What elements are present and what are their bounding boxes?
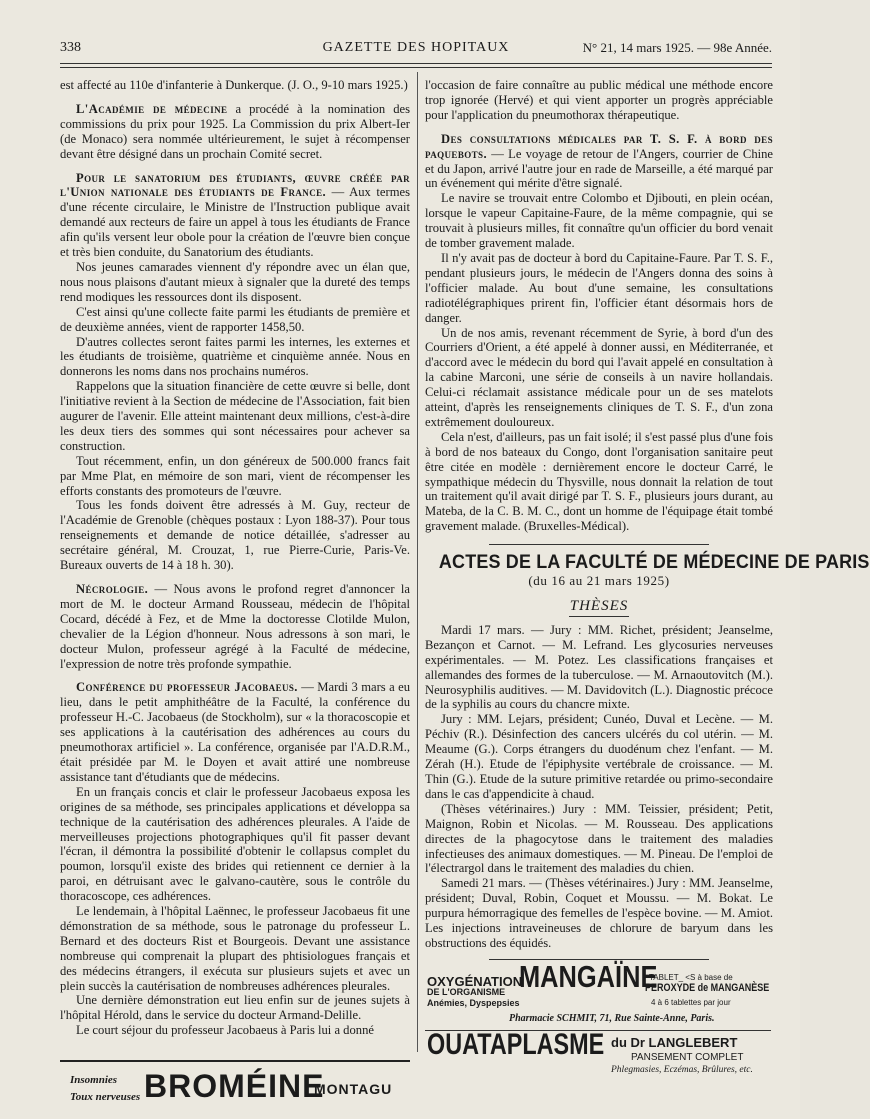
academie-heading: L'Académie de médecine [76, 101, 228, 116]
sanatorium-text: — Aux termes d'une récente circulaire, le Ministre de l'Instruction publique avait demandé aux recteurs de faire un appel à tous les étudiants de France afin qu'ils versent leur obole pour la création de l'œuvre bien conçue et très bien conduite, du Sanatorium des étudiants. [60, 185, 410, 260]
consultations-text: — Le voyage de retour de l'Angers, courrier de Chine et du Japon, arrivé l'autre jour en rade de Marseille, a été marqué par un événement qui mérite d'être signalé. [425, 146, 773, 191]
theses-paragraph-3: (Thèses vétérinaires.) Jury : MM. Teissier, président; Petit, Maignon, Robin et Nicolas. — M. Rousseau. Des applications directes de la phagocytose dans le traitement des maladies infectieuses des animaux domestiques. — M. Pineau. De l'emploi de l'électrargol dans le traitement des maladies du chien. [425, 801, 773, 876]
acts-subtitle: (du 16 au 21 mars 1925) [528, 573, 670, 589]
mangaine-brand: MANGAÏNE [519, 958, 658, 994]
ouataplasme-brand: OUATAPLASME [427, 1027, 605, 1061]
academie-text: a procédé à la nomination des commissions du prix pour 1925. La Commission du prix Albert-Ier (de Monaco) sera nommée ultérieurement, le sujet à récompenser devant être désigné dans un prochain Comité secret. [60, 101, 410, 161]
theses-paragraph-1: Mardi 17 mars. — Jury : MM. Richet, président; Jeanselme, Bezançon et Carnot. — M. Lefrand. Les glycosuries nerveuses expérimentales. — M. Potez. Les classifications françaises et allemandes des formes de la tuberculose. — M. Arnaoutovitch (M.). Neurosyphilis auditives. — M. Davidovitch (L.). Diagnostic précoce de la syphilis au cours du chancre mixte. [425, 622, 773, 712]
sanatorium-paragraph-4: D'autres collectes seront faites parmi les internes, les externes et les étudiants de troisième, quatrième et cinquième année. Nous en donnerons les noms dans nos prochains numéros. [60, 334, 410, 379]
section-divider [489, 544, 709, 545]
mangaine-peroxyde: PEROXYDE de MANGANÈSE [645, 981, 770, 994]
sanatorium-paragraph-2: Nos jeunes camarades viennent d'y répondre avec un élan que, nous nous plaisons d'autant mieux à signaler que la dureté des temps rend modiques les ressources dont ils disposent. [60, 259, 410, 304]
bromeine-brand: BROMÉINE [144, 1068, 325, 1104]
sanatorium-heading: Pour le sanatorium des étudiants, œuvre créée par l'Union nationale des étudiants de France. [60, 170, 410, 200]
consultations-paragraph-2: Le navire se trouvait entre Colombo et Djibouti, en plein océan, lorsque le vapeur Capitaine-Faure, de la même compagnie, qui se trouvait à plusieurs milles, fit connaître qu'un officier du bord venait de tomber gravement malade. [425, 191, 773, 251]
conference-paragraph [60, 680, 410, 784]
acts-block [425, 551, 870, 617]
sanatorium-paragraph-5: Rappelons que la situation financière de cette œuvre si belle, dont l'initiative revient à la Section de médecine de l'Association, fait bien augurer de l'avenir. Elle atteint maintenant deux millions, c'est-à-dire les deux tiers des sommes qui sont nécessaires pour achever sa construction. [60, 379, 410, 453]
consultations-heading: Des consultations médicales par T. S. F. à bord des paquebots. [425, 131, 773, 161]
academie-paragraph [60, 102, 410, 162]
conference-text: — Mardi 3 mars a eu lieu, dans le petit amphithéâtre de la Faculté, la conférence du professeur H.-C. Jacobaeus (de Stockholm), sur « la thoracoscopie et ses applications à la cautérisation des adhérences au cours du pneumothorax artificiel ». La conférence, organisée par l'A.D.R.M., était présidée par M. le Doyen et avait attiré une nombreuse assistance tant d'étudiants que de médecins. [60, 680, 411, 784]
conference-paragraph-5: Le court séjour du professeur Jacobaeus à Paris lui a donné [76, 1023, 374, 1038]
conference-paragraph-2: En un français concis et clair le professeur Jacobaeus exposa les origines de sa méthode, ses principales applications et développa sa technique de la cautérisation des adhérences pleurales. A l'aide de merveilleuses projections photographiques qu'il fit passer devant l'écran, il démontra la possibilité d'obtenir le collapsus complet du poumon, lorsqu'il existe des brides qui retiennent ce dernier à la paroi, en détruisant avec le galvano-cautère, sous le contrôle du thoracoscope, ces adhérences. [60, 784, 410, 904]
mangaine-dose: 4 à 6 tablettes par jour [651, 997, 731, 1007]
column-divider [417, 72, 418, 1052]
bromeine-toux: Toux nerveuses [70, 1091, 141, 1103]
advertisements [425, 958, 773, 1100]
necrologie-paragraph [60, 582, 410, 671]
mangaine-advertisement [427, 958, 771, 1028]
conference-heading: Conférence du professeur Jacobaeus. [76, 680, 298, 695]
mangaine-tablets: TABLET_ <S à base de [649, 972, 733, 982]
ouataplasme-indications: Phlegmasies, Eczémas, Brûlures, etc. [611, 1064, 753, 1075]
left-column [60, 78, 410, 1038]
necrologie-heading: Nécrologie. [76, 582, 149, 596]
mangaine-pharmacy: Pharmacie SCHMIT, 71, Rue Sainte-Anne, Paris. [509, 1012, 715, 1024]
consultations-paragraph [425, 132, 773, 192]
sanatorium-paragraph-7: Tous les fonds doivent être adressés à M. Guy, recteur de l'Académie de Grenoble (chèques postaux : Lyon 188-37). Pour tous renseignements et demande de notice détaillée, s'adresser au secrétaire général, M. Crouzat, 1, rue Pierre-Curie, Paris-Ve. Bureaux ouverts de 14 à 18 h. 30). [60, 498, 410, 573]
issue-info: N° 21, 14 mars 1925. — 98e Année. [582, 40, 772, 55]
conference-paragraph-4: Une dernière démonstration eut lieu enfin sur de jeunes sujets à l'hôpital Hérold, dans le service du docteur Armand-Delille. [60, 993, 410, 1023]
consultations-paragraph-3: Il n'y avait pas de docteur à bord du Capitaine-Faure. Par T. S. F., pendant plusieurs jours, le médecin de l'Angers donna des soins à l'officier malade. Au bout d'une semaine, les consultations radiotélégraphiques prirent fin, l'officier étant désormais hors de danger. [425, 250, 773, 325]
theses-rule [569, 616, 629, 617]
sanatorium-paragraph [60, 171, 410, 260]
header-rule [60, 63, 772, 64]
page-header [60, 40, 772, 62]
acts-title: ACTES DE LA FACULTÉ DE MÉDECINE DE PARIS [438, 551, 870, 574]
page-number: 338 [60, 40, 81, 55]
necrologie-text: — Nous avons le profond regret d'annoncer la mort de M. le docteur Armand Rousseau, médecin de l'hôpital Cocard, décédé à Fez, et de Mme la doctoresse Clotilde Mulon, chevalier de la Légion d'honneur. Nous adressons à son mari, le docteur Mulon, professeur agrégé à la Faculté de médecine, l'expression de notre très profonde sympathie. [60, 582, 410, 671]
theses-heading: THÈSES [569, 598, 629, 614]
mangaine-indications: Anémies, Dyspepsies [427, 997, 520, 1008]
conference-paragraph-3: Le lendemain, à l'hôpital Laënnec, le professeur Jacobaeus fit une démonstration de sa méthode, sous le patronage du professeur L. Bernard et des docteurs Rist et Bourgeois. Devant une assistance nombreuse qui comprenait la plupart des phtisiologues français et des médecins étrangers, il exécuta sur plusieurs sujets et avec un plein succès la cautérisation de nombreuses adhérences pleurales. [60, 904, 410, 993]
ouataplasme-advertisement [427, 1027, 771, 1092]
sanatorium-paragraph-3: C'est ainsi qu'une collecte faite parmi les étudiants de première et de deuxième années, vient de rapporter 1458,50. [60, 304, 410, 334]
consultations-paragraph-5: Cela n'est, d'ailleurs, pas un fait isolé; il s'est passé plus d'une fois à bord de nos bateaux du Congo, dont l'organisation sanitaire peut être citée en modèle : dernièrement encore le docteur Carré, le sympathique médecin du Thysville, nous donnait la relation de tout un traitement qu'il avait dirigé par T. S. F., plusieurs jours durant, au Mateba, de la C. B. M. C., dont un homme de l'équipage était tombé gravement malade. (Bruxelles-Médical). [425, 429, 773, 534]
mangaine-organisme: DE L'ORGANISME [427, 986, 506, 997]
journal-title: GAZETTE DES HOPITAUX [322, 40, 510, 55]
right-column [425, 78, 870, 1100]
bromeine-advertisement [60, 1060, 410, 1112]
intro-paragraph: est affecté au 110e d'infanterie à Dunkerque. (J. O., 9-10 mars 1925.) [60, 78, 408, 92]
theses-paragraph-4: Samedi 21 mars. — (Thèses vétérinaires.) Jury : MM. Jeanselme, président; Duval, Robin, Coquet et Moussu. — M. Bokat. Le purpura hémorragique des femelles de l'espèce bovine. — M. Amiot. Les injections intraveineuses de chlorure de baryum dans les obstructions des équidés. [425, 876, 773, 950]
bromeine-maker: MONTAGU [314, 1081, 393, 1097]
sanatorium-paragraph-6: Tout récemment, enfin, un don généreux de 500.000 francs fait par Mme Plat, en mémoire de son mari, vient de récompenser les efforts constants des promoteurs de l'œuvre. [60, 453, 410, 498]
theses-paragraph-2: Jury : MM. Lejars, président; Cunéo, Duval et Lecène. — M. Péchiv (R.). Désinfection des cancers ulcérés du col utérin. — M. Meaume (G.). Corps étrangers du duodénum chez l'enfant. — M. Zérah (H.). Etude de l'épiphysite vertébrale de croissance. — M. Thin (G.). Etude de la suture primitive retardée ou primo-secondaire dans le cas d'appendicite à chaud. [425, 712, 773, 801]
header-rule-double [60, 67, 772, 68]
bromeine-insomnies: Insomnies [70, 1074, 118, 1086]
right-continuation: l'occasion de faire connaître au public médical une méthode encore trop ignorée (Hervé) et qui vient apporter un progrès appréciable pour l'application du pneumothorax thérapeutique. [425, 78, 773, 122]
mangaine-oxygenation: OXYGÉNATION [427, 973, 523, 989]
ouataplasme-doctor: du Dr LANGLEBERT [611, 1034, 738, 1050]
ouataplasme-pansement: PANSEMENT COMPLET [631, 1051, 744, 1063]
consultations-paragraph-4: Un de nos amis, revenant récemment de Syrie, à bord d'un des Courriers d'Orient, a été appelé à donner aussi, en Méditerranée, et d'accord avec le médecin du bord qui l'avait appelé en consultation à la cabine Marconi, une série de conseils à un navire hollandais. Celui-ci réclamait assistance médicale pour un de ses matelots atteint, d'après les renseignements cliniques de T. S. F., d'un zona extrêmement douloureux. [425, 325, 773, 429]
